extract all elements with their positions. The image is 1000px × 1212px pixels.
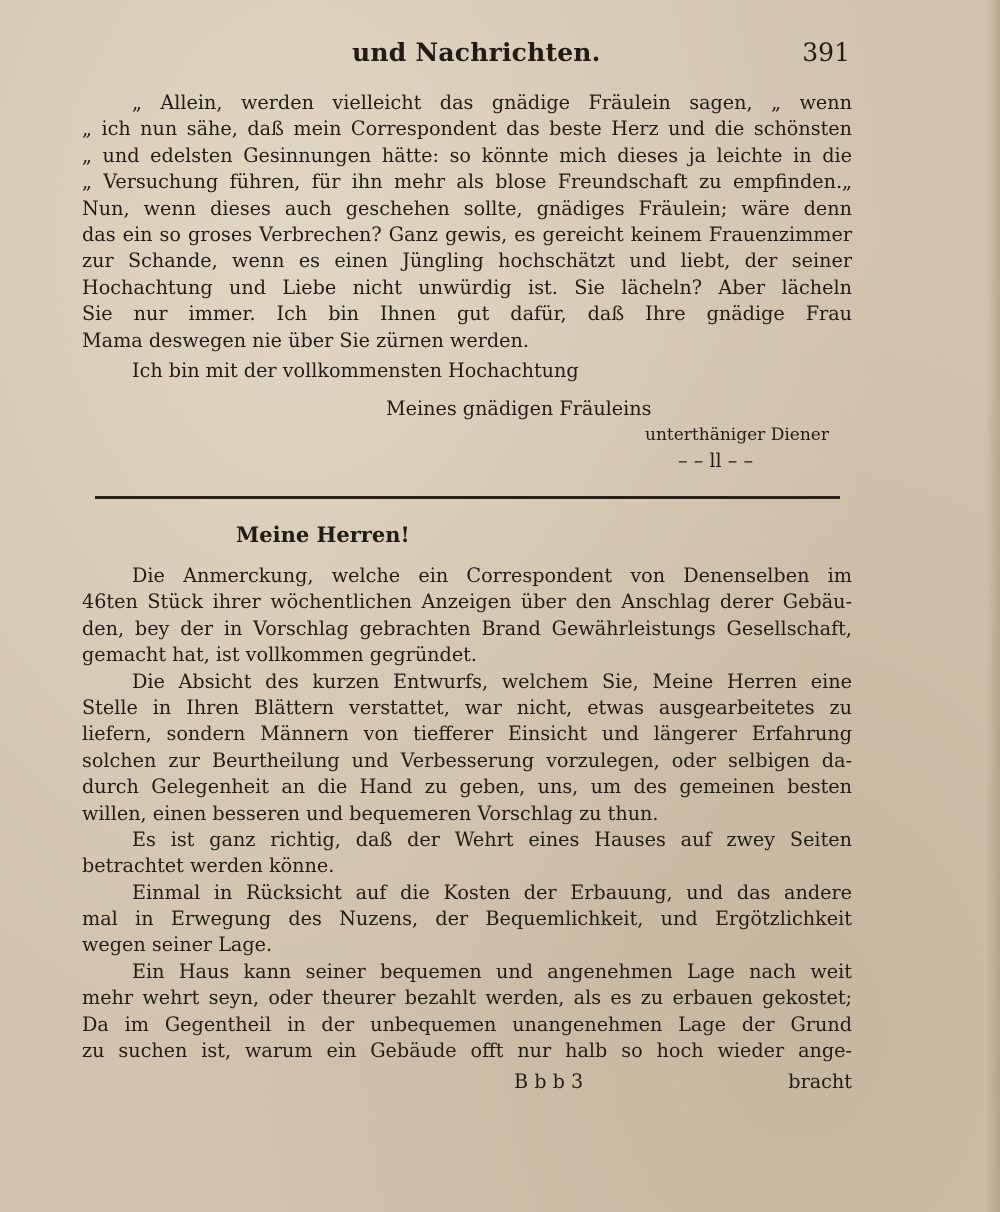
text-line: solchen zur Beurtheilung und Verbesserung vorzulegen, oder selbigen da-: [82, 748, 852, 772]
text-line: Mama deswegen nie über Sie zürnen werden.: [82, 328, 529, 352]
text-line: „ und edelsten Gesinnungen hätte: so könnte mich dieses ja leichte in die: [82, 143, 852, 167]
text-line: den, bey der in Vorschlag gebrachten Brand Gewährleistungs Gesellschaft,: [82, 616, 852, 640]
letter-closing: Ich bin mit der vollkommensten Hochachtung: [132, 359, 579, 382]
salutation: Meine Herren!: [236, 522, 410, 547]
text-line: „ Versuchung führen, für ihn mehr als blose Freundschaft zu empfinden.„: [82, 170, 852, 194]
text-line: Da im Gegentheil in der unbequemen unangenehmen Lage der Grund: [82, 1012, 852, 1036]
text-line: Die Anmerckung, welche ein Correspondent von Denenselben im: [132, 564, 852, 587]
text-line: 46ten Stück ihrer wöchentlichen Anzeigen über den Anschlag derer Gebäu-: [82, 590, 852, 614]
letter-2-body: [82, 563, 852, 1064]
text-line: mehr wehrt seyn, oder theurer bezahlt werden, als es zu erbauen gekostet;: [82, 986, 852, 1010]
text-line: „ Allein, werden vielleicht das gnädige Fräulein sagen, „ wenn: [132, 91, 852, 114]
signature-mark: B b b 3: [514, 1070, 584, 1093]
text-line: gemacht hat, ist vollkommen gegründet.: [82, 643, 477, 667]
text-line: willen, einen besseren und bequemeren Vorschlag zu thun.: [82, 801, 659, 825]
page-edge-shadow: [986, 0, 1000, 1212]
text-line: Einmal in Rücksicht auf die Kosten der Erbauung, und das andere: [132, 880, 852, 904]
text-line: mal in Erwegung des Nuzens, der Bequemlichkeit, und Ergötzlichkeit: [82, 907, 852, 931]
text-line: durch Gelegenheit an die Hand zu geben, uns, um des gemeinen besten: [82, 775, 852, 799]
letter-signature: unterthäniger Diener: [645, 425, 829, 445]
catchword: bracht: [788, 1070, 852, 1093]
text-line: Stelle in Ihren Blättern verstattet, war nicht, etwas ausgearbeitetes zu: [82, 695, 852, 719]
text-line: liefern, sondern Männern von tiefferer Einsicht und längerer Erfahrung: [82, 722, 852, 746]
section-divider: [95, 496, 840, 499]
page-number: 391: [802, 38, 850, 67]
text-line: Ein Haus kann seiner bequemen und angenehmen Lage nach weit: [132, 959, 852, 983]
text-line: zu suchen ist, warum ein Gebäude offt nur halb so hoch wieder ange-: [82, 1039, 852, 1063]
page-footer: [82, 1070, 852, 1098]
text-line: Sie nur immer. Ich bin Ihnen gut dafür, daß Ihre gnädige Frau: [82, 302, 852, 326]
text-line: betrachtet werden könne.: [82, 854, 335, 878]
letter-1-body: [82, 90, 852, 354]
running-title: und Nachrichten.: [352, 38, 601, 67]
text-line: das ein so groses Verbrechen? Ganz gewis, es gereicht keinem Frauenzimmer: [82, 222, 852, 246]
text-line: Nun, wenn dieses auch geschehen sollte, gnädiges Fräulein; wäre denn: [82, 196, 852, 220]
letter-initials: – – ll – –: [678, 449, 754, 472]
text-line: Es ist ganz richtig, daß der Wehrt eines Hauses auf zwey Seiten: [132, 827, 852, 851]
text-line: wegen seiner Lage.: [82, 933, 273, 957]
page-header: [80, 38, 850, 78]
text-line: Hochachtung und Liebe nicht unwürdig ist. Sie lächeln? Aber lächeln: [82, 275, 852, 299]
text-line: „ ich nun sähe, daß mein Correspondent das beste Herz und die schönsten: [82, 117, 852, 141]
letter-address: Meines gnädigen Fräuleins: [386, 397, 652, 420]
text-line: Die Absicht des kurzen Entwurfs, welchem Sie, Meine Herren eine: [132, 669, 852, 693]
text-line: zur Schande, wenn es einen Jüngling hochschätzt und liebt, der seiner: [82, 249, 852, 273]
